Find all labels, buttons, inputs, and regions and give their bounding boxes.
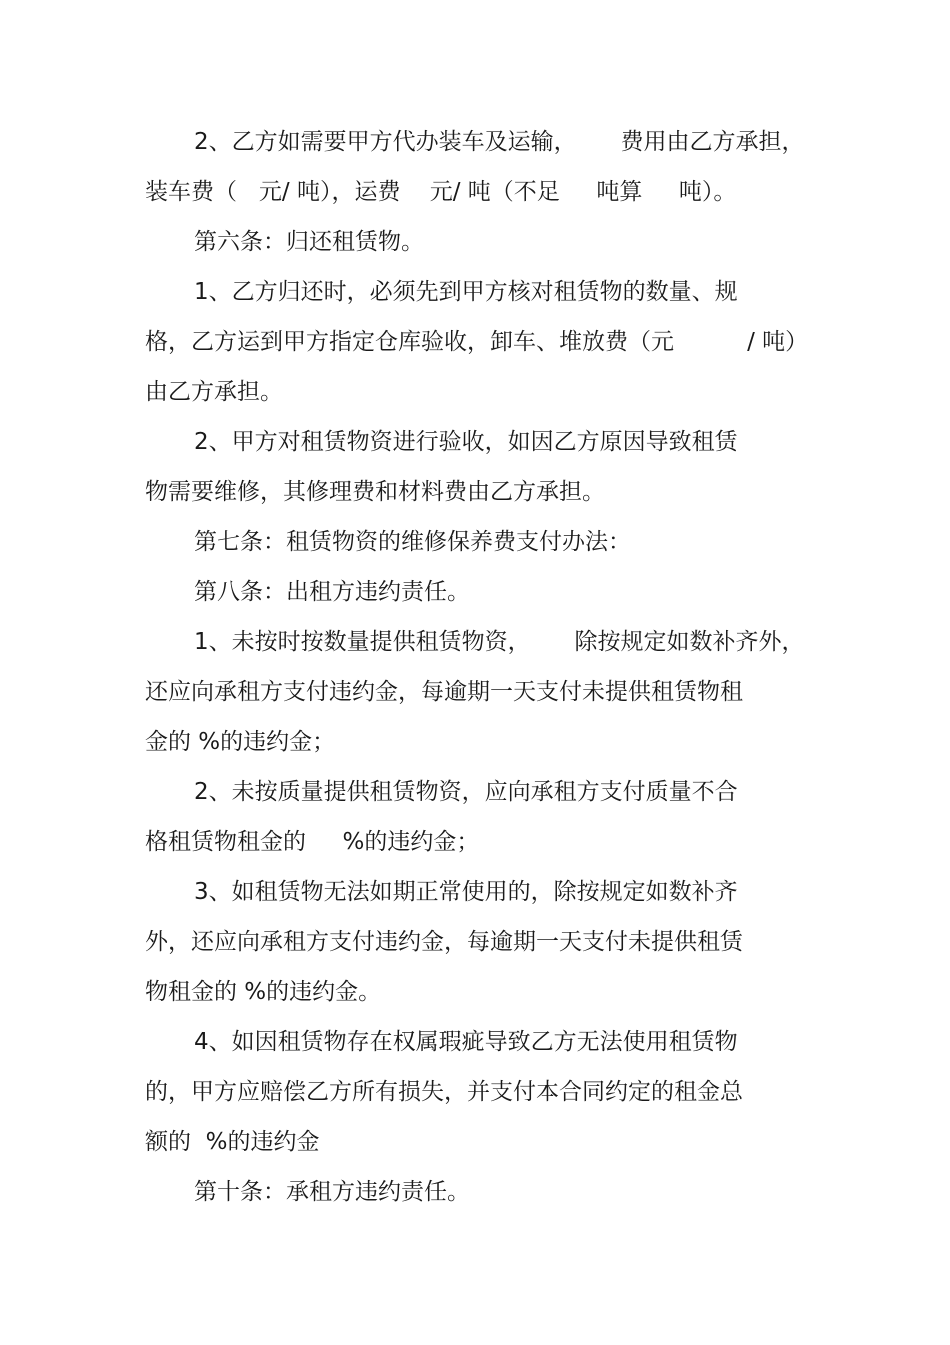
text-line: 物租金的 %的违约金。 [145, 979, 382, 1005]
text-line: 金的 %的违约金； [145, 729, 336, 755]
section-heading: 第六条：归还租赁物。 [194, 229, 424, 255]
text-line: 2、未按质量提供租赁物资，应向承租方支付质量不合 [194, 779, 738, 805]
text-line: 的，甲方应赔偿乙方所有损失，并支付本合同约定的租金总 [145, 1079, 743, 1105]
text-line: 外，还应向承租方支付违约金，每逾期一天支付未提供租赁 [145, 929, 743, 955]
section-heading: 第十条：承租方违约责任。 [194, 1179, 470, 1205]
text-line: 由乙方承担。 [145, 379, 283, 405]
section-heading: 第八条：出租方违约责任。 [194, 579, 470, 605]
text-line: 额的 %的违约金 [145, 1129, 320, 1155]
text-line: 物需要维修，其修理费和材料费由乙方承担。 [145, 479, 605, 505]
text-line: 2、甲方对租赁物资进行验收，如因乙方原因导致租赁 [194, 429, 738, 455]
text-line: 格，乙方运到甲方指定仓库验收，卸车、堆放费（元 / 吨） [145, 329, 809, 355]
text-line: 装车费（ 元/ 吨），运费 元/ 吨（不足 吨算 吨）。 [145, 179, 737, 205]
text-line: 1、乙方归还时，必须先到甲方核对租赁物的数量、规 [194, 279, 738, 305]
text-line: 格租赁物租金的 %的违约金； [145, 829, 480, 855]
section-heading: 第七条：租赁物资的维修保养费支付办法： [194, 529, 631, 555]
text-line: 4、如因租赁物存在权属瑕疵导致乙方无法使用租赁物 [194, 1029, 738, 1055]
text-line: 2、乙方如需要甲方代办装车及运输， 费用由乙方承担， [194, 129, 805, 155]
text-line: 3、如租赁物无法如期正常使用的，除按规定如数补齐 [194, 879, 738, 905]
text-line: 还应向承租方支付违约金，每逾期一天支付未提供租赁物租 [145, 679, 743, 705]
text-line: 1、未按时按数量提供租赁物资， 除按规定如数补齐外， [194, 629, 805, 655]
